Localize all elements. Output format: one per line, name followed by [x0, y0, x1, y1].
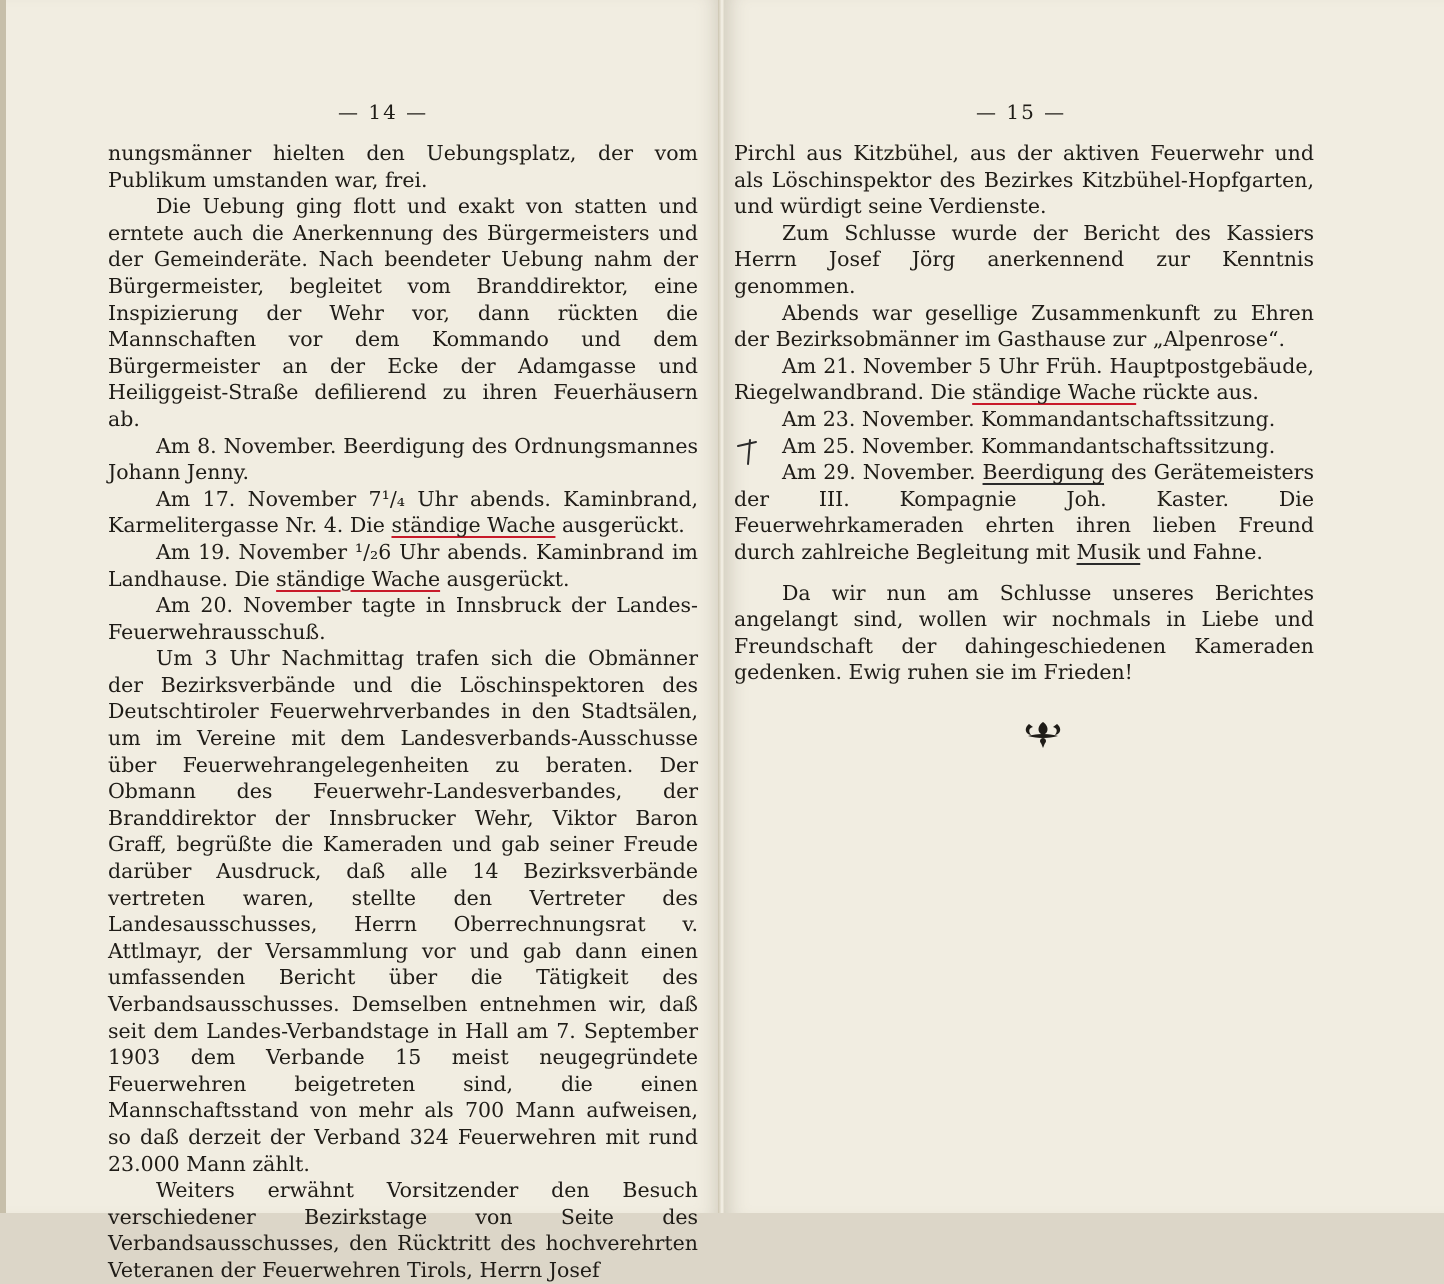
paragraph: Um 3 Uhr Nachmittag trafen sich die Obmänner der Bezirksverbände und die Löschinspektoren des Deutschtiroler Feuerwehrverbandes in den Stadtsälen, um im Vereine mit dem Landesverbands-Ausschusse über Feuerwehrangelegenheiten zu beraten. Der Obmann des Feuerwehr-Landesverbandes, der Branddirektor der Innsbrucker Wehr, Viktor Baron Graff, begrüßte die Kameraden und gab seiner Freude darüber Ausdruck, daß alle 14 Bezirksverbände vertreten waren, stellte den Vertreter des Landesausschusses, Herrn Oberrechnungsrat v. Attlmayr, der Versammlung vor und gab dann einen umfassenden Bericht über die Tätigkeit des Verbandsausschusses. Demselben entnehmen wir, daß seit dem Landes-Verbandstage in Hall am 7. September 1903 dem Verbande 15 meist neugegründete Feuerwehren beigetreten sind, die einen Mannschaftsstand von mehr als 700 Mann aufweisen, so daß derzeit der Verband 324 Feuerwehren mit rund 23.000 Mann zählt. [108, 646, 698, 1176]
page-number-14: — 14 — [338, 100, 429, 124]
left-page-text [108, 140, 698, 1284]
paragraph [734, 459, 1314, 565]
paragraph: Abends war gesellige Zusammenkunft zu Ehren der Bezirksobmänner im Gasthause zur „Alpenrose“. [734, 300, 1314, 352]
paragraph-text: Am 19. November ¹/₂6 Uhr abends. Kaminbrand im Landhause. Die [108, 539, 698, 591]
paragraph [734, 353, 1314, 406]
paragraph: Am 23. November. Kommandantschaftssitzung. [782, 406, 1276, 431]
paragraph-text: Am 21. November 5 Uhr Früh. Hauptpostgebäude, Riegelwandbrand. Die [734, 353, 1314, 405]
paragraph: Am 20. November tagte in Innsbruck der Landes-Feuerwehrausschuß. [108, 593, 698, 644]
paragraph-text: ausgerückt. [555, 513, 685, 538]
paragraph-text: Am 29. November. [782, 460, 983, 485]
paragraph: Am 25. November. Kommandantschaftssitzung. [782, 433, 1276, 458]
paragraph-text: des Gerätemeisters der III. Kompagnie Joh. Kaster. Die Feuerwehrkameraden ehrten ihren lieben Freund durch zahlreiche Begleitung mit [734, 460, 1314, 564]
paragraph-text: und Fahne. [1140, 539, 1263, 564]
paragraph [108, 539, 698, 592]
paragraph: Am 8. November. Beerdigung des Ordnungsmannes Johann Jenny. [108, 433, 698, 485]
paragraph-text: ausgerückt. [440, 566, 570, 591]
right-page-text [734, 140, 1314, 686]
left-page [0, 0, 722, 1282]
paragraph: Pirchl aus Kitzbühel, aus der aktiven Feuerwehr und als Löschinspektor des Bezirkes Kitzbühel-Hopfgarten, und würdigt seine Verdienste. [734, 141, 1314, 219]
paragraph: nungsmänner hielten den Uebungsplatz, der vom Publikum umstanden war, frei. [108, 141, 698, 192]
red-underlined-text: ständige Wache [391, 513, 556, 538]
paragraph: Die Uebung ging flott und exakt von statten und erntete auch die Anerkennung des Bürgermeisters und der Gemeinderäte. Nach beendeter Uebung nahm der Bürgermeister, begleitet vom Branddirektor, eine Inspizierung der Wehr vor, dann rückten die Mannschaften vor dem Kommando und dem Bürgermeister an der Ecke der Adamgasse und Heiliggeist-Straße defilierend zu ihren Feuerhäusern ab. [108, 194, 698, 431]
paragraph-text: rückte aus. [1136, 380, 1259, 405]
paragraph-text: Am 17. November 7¹/₄ Uhr abends. Kaminbrand, Karmelitergasse Nr. 4. Die [108, 486, 698, 538]
paragraph: Weiters erwähnt Vorsitzender den Besuch verschiedener Bezirkstage von Seite des Verbandsausschusses, den Rücktritt des hochverehrten Veteranen der Feuerwehren Tirols, Herrn Josef [108, 1178, 698, 1282]
pencil-underlined-text: Musik [1076, 539, 1141, 564]
pencil-underlined-text: Beerdigung [982, 460, 1105, 485]
paragraph [108, 486, 698, 539]
paragraph: Zum Schlusse wurde der Bericht des Kassiers Herrn Josef Jörg anerkennend zur Kenntnis genommen. [734, 220, 1314, 298]
fleuron-ornament-icon [1022, 722, 1064, 748]
page-number-15: — 15 — [976, 100, 1067, 124]
page-edge [0, 0, 6, 1213]
paragraph: Da wir nun am Schlusse unseres Berichtes angelangt sind, wollen wir nochmals in Liebe und Freundschaft der dahingeschiedenen Kameraden gedenken. Ewig ruhen sie im Frieden! [734, 580, 1314, 685]
red-underlined-text: ständige Wache [276, 566, 441, 591]
right-page [724, 0, 1444, 1213]
red-underlined-text: ständige Wache [972, 380, 1137, 405]
